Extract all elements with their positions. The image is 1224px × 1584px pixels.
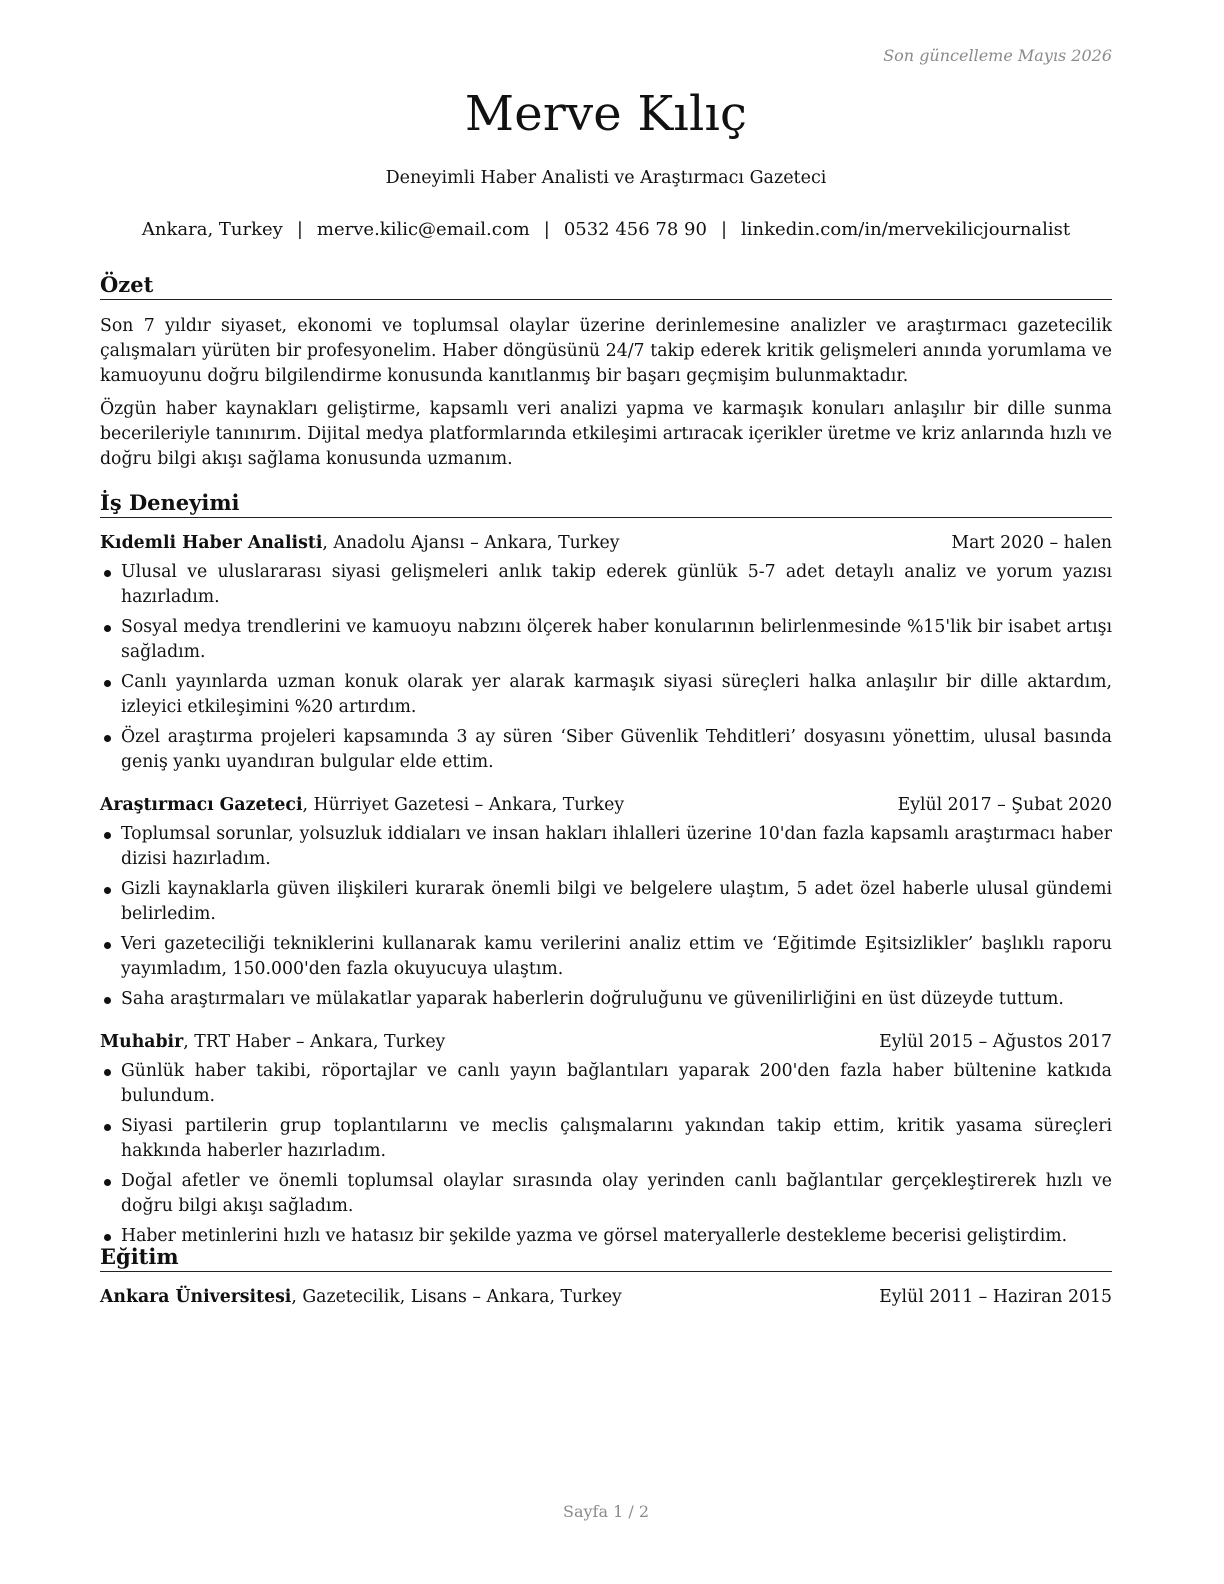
person-headline: Deneyimli Haber Analisti ve Araştırmacı Gazeteci bbox=[385, 168, 827, 188]
job-entry bbox=[100, 531, 1112, 775]
job-bullets bbox=[100, 560, 1112, 775]
contact-linkedin[interactable]: linkedin.com/in/mervekilicjournalist bbox=[741, 219, 1071, 240]
education-section bbox=[100, 1244, 1112, 1310]
section-title-summary: Özet bbox=[100, 272, 1112, 300]
job-bullet: Özel araştırma projeleri kapsamında 3 ay süren ‘Siber Güvenlik Tehditleri’ dosyasını yönettim, ulusal basında geniş yankı uyandıran bulgular elde ettim. bbox=[100, 725, 1112, 775]
job-role: Araştırmacı Gazeteci bbox=[100, 795, 303, 815]
resume-page bbox=[100, 0, 1112, 1584]
job-header bbox=[100, 531, 1112, 556]
section-title-education: Eğitim bbox=[100, 1244, 1112, 1272]
job-header bbox=[100, 1030, 1112, 1055]
job-bullet: Günlük haber takibi, röportajlar ve canlı yayın bağlantıları yaparak 200'den fazla haber bültenine katkıda bulundum. bbox=[100, 1059, 1112, 1109]
education-entry bbox=[100, 1285, 1112, 1310]
summary-paragraph: Son 7 yıldır siyaset, ekonomi ve toplumsal olaylar üzerine derinlemesine analizler ve araştırmacı gazetecilik çalışmaları yürüten bir profesyonelim. Haber döngüsünü 24/7 takip ederek kritik gelişmeleri anında yorumlama ve kamuoyunu doğru bilgilendirme konusunda kanıtlanmış bir başarı geçmişim bulunmaktadır. bbox=[100, 316, 1112, 386]
job-org: , TRT Haber – Ankara, Turkey bbox=[183, 1032, 446, 1052]
contact-phone[interactable]: 0532 456 78 90 bbox=[563, 219, 707, 240]
job-bullet: Canlı yayınlarda uzman konuk olarak yer alarak karmaşık siyasi süreçleri halka anlaşılır bir dille aktardım, izleyici etkileşimini %20 artırdım. bbox=[100, 670, 1112, 720]
contact-email[interactable]: merve.kilic@email.com bbox=[316, 219, 530, 240]
job-entry bbox=[100, 793, 1112, 1012]
job-dates: Mart 2020 – halen bbox=[951, 533, 1112, 553]
page-number: Sayfa 1 / 2 bbox=[562, 1502, 649, 1521]
last-updated: Son güncelleme Mayıs 2026 bbox=[883, 46, 1112, 65]
contact-separator: | bbox=[720, 219, 728, 240]
job-bullet: Doğal afetler ve önemli toplumsal olaylar sırasında olay yerinden canlı bağlantılar gerçekleştirerek hızlı ve doğru bilgi akışı sağladım. bbox=[100, 1169, 1112, 1219]
job-bullet: Sosyal medya trendlerini ve kamuoyu nabzını ölçerek haber konularının belirlenmesinde %15'lik bir isabet artışı sağladım. bbox=[100, 615, 1112, 665]
job-bullet: Ulusal ve uluslararası siyasi gelişmeleri anlık takip ederek günlük 5-7 adet detaylı analiz ve yorum yazısı hazırladım. bbox=[100, 560, 1112, 610]
experience-section bbox=[100, 490, 1112, 1249]
job-bullet: Veri gazeteciliği tekniklerini kullanarak kamu verilerini analiz ettim ve ‘Eğitimde Eşitsizlikler’ başlıklı raporu yayımladım, 150.000'den fazla okuyucuya ulaştım. bbox=[100, 932, 1112, 982]
job-header bbox=[100, 793, 1112, 818]
job-org: , Anadolu Ajansı – Ankara, Turkey bbox=[322, 533, 620, 553]
job-bullets bbox=[100, 822, 1112, 1012]
job-role: Kıdemli Haber Analisti bbox=[100, 533, 323, 553]
education-school: Ankara Üniversitesi bbox=[100, 1287, 292, 1307]
contact-separator: | bbox=[543, 219, 550, 240]
education-dates: Eylül 2011 – Haziran 2015 bbox=[879, 1287, 1112, 1307]
contact-separator: | bbox=[296, 219, 303, 240]
job-bullet: Siyasi partilerin grup toplantılarını ve meclis çalışmalarını yakından takip ettim, kritik yasama süreçleri hakkında haberler hazırladım. bbox=[100, 1114, 1112, 1164]
contact-line bbox=[100, 219, 1112, 240]
job-bullets bbox=[100, 1059, 1112, 1249]
summary-section bbox=[100, 272, 1112, 472]
job-entry bbox=[100, 1030, 1112, 1249]
job-org: , Hürriyet Gazetesi – Ankara, Turkey bbox=[302, 795, 625, 815]
summary-paragraph: Özgün haber kaynakları geliştirme, kapsamlı veri analizi yapma ve karmaşık konuları anlaşılır bir dille sunma becerileriyle tanınırım. Dijital medya platformlarında etkileşimi artıracak içerikler üretme ve kriz anlarında hızlı ve doğru bilgi akışı sağlama konusunda uzmanım. bbox=[100, 399, 1112, 469]
job-dates: Eylül 2017 – Şubat 2020 bbox=[897, 795, 1112, 815]
person-name: Merve Kılıç bbox=[464, 86, 748, 142]
job-bullet: Haber metinlerini hızlı ve hatasız bir şekilde yazma ve görsel materyallerle destekleme becerisi geliştirdim. bbox=[100, 1224, 1112, 1249]
section-title-experience: İş Deneyimi bbox=[100, 490, 1112, 518]
job-dates: Eylül 2015 – Ağustos 2017 bbox=[879, 1032, 1112, 1052]
contact-location: Ankara, Turkey bbox=[141, 219, 283, 240]
job-role: Muhabir bbox=[100, 1032, 184, 1052]
education-detail: , Gazetecilik, Lisans – Ankara, Turkey bbox=[291, 1287, 622, 1307]
job-bullet: Gizli kaynaklarla güven ilişkileri kurarak önemli bilgi ve belgelere ulaştım, 5 adet özel haberle ulusal gündemi belirledim. bbox=[100, 877, 1112, 927]
job-bullet: Saha araştırmaları ve mülakatlar yaparak haberlerin doğruluğunu ve güvenilirliğini en üst düzeyde tuttum. bbox=[100, 987, 1112, 1012]
job-bullet: Toplumsal sorunlar, yolsuzluk iddiaları ve insan hakları ihlalleri üzerine 10'dan fazla kapsamlı araştırmacı haber dizisi hazırladım. bbox=[100, 822, 1112, 872]
